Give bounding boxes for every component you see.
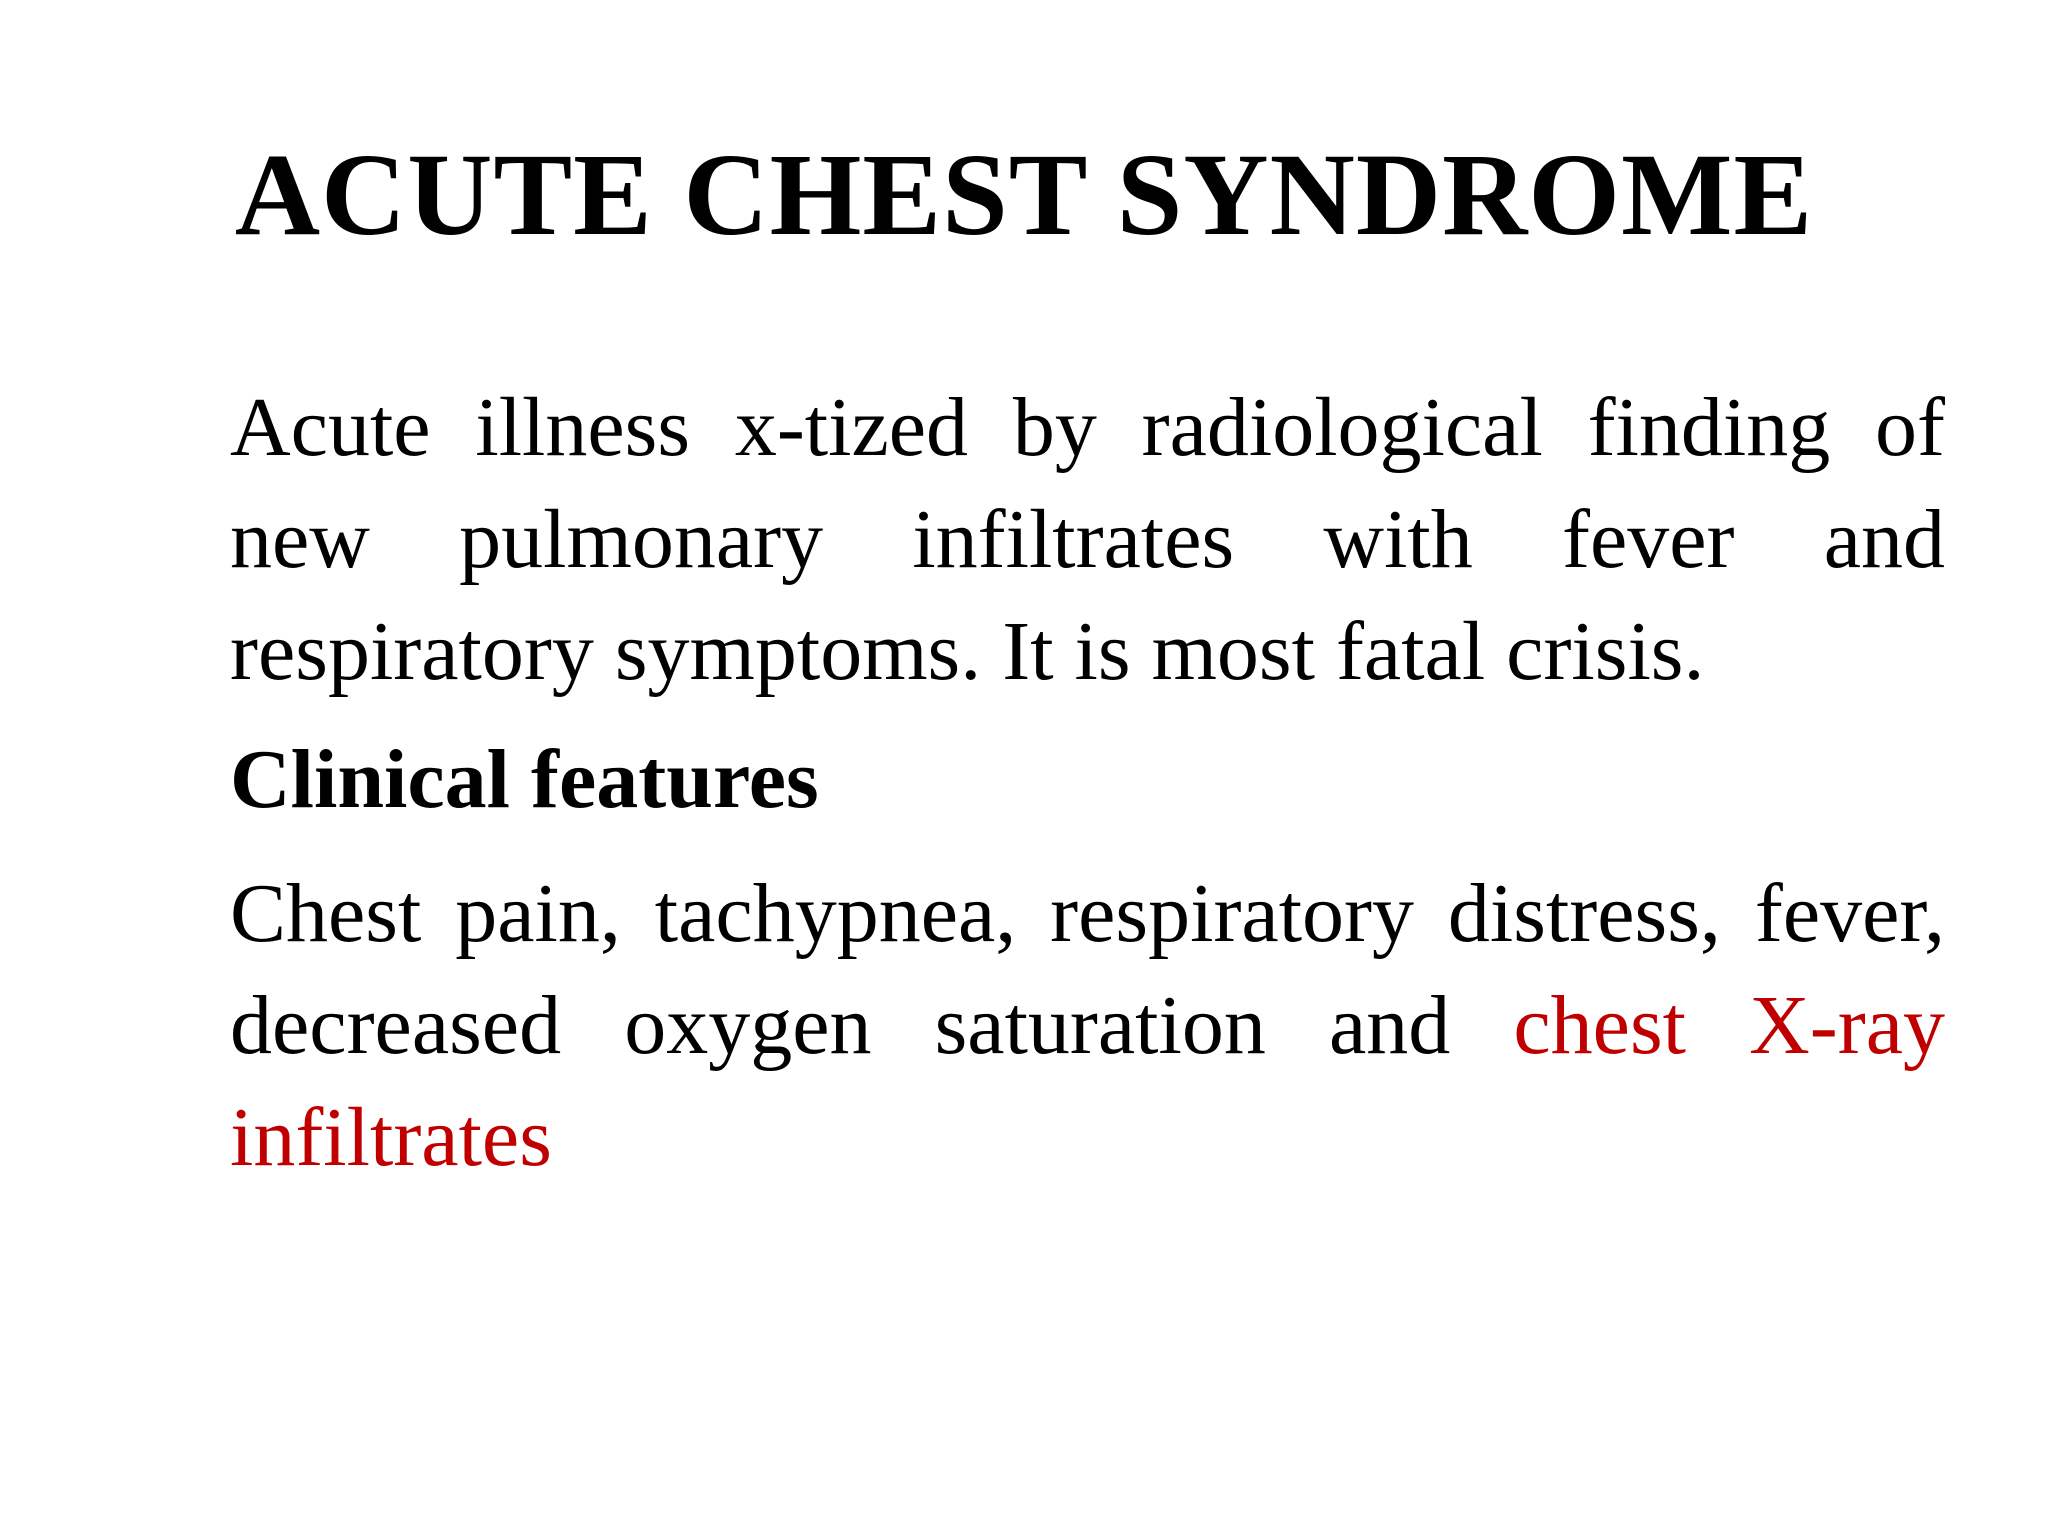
clinical-features-text: Chest pain, tachypnea, respiratory distress, fever, decreased oxygen saturation and bbox=[230, 867, 1945, 1072]
clinical-features-paragraph bbox=[230, 858, 1945, 1194]
definition-paragraph: Acute illness x-tized by radiological finding of new pulmonary infiltrates with fever and respiratory symptoms. It is most fatal crisis. bbox=[230, 381, 1945, 698]
clinical-features-heading: Clinical features bbox=[230, 733, 819, 826]
clinical-features-highlight: chest X-ray infiltrates bbox=[230, 979, 1945, 1184]
slide-title: ACUTE CHEST SYNDROME bbox=[234, 129, 1814, 260]
